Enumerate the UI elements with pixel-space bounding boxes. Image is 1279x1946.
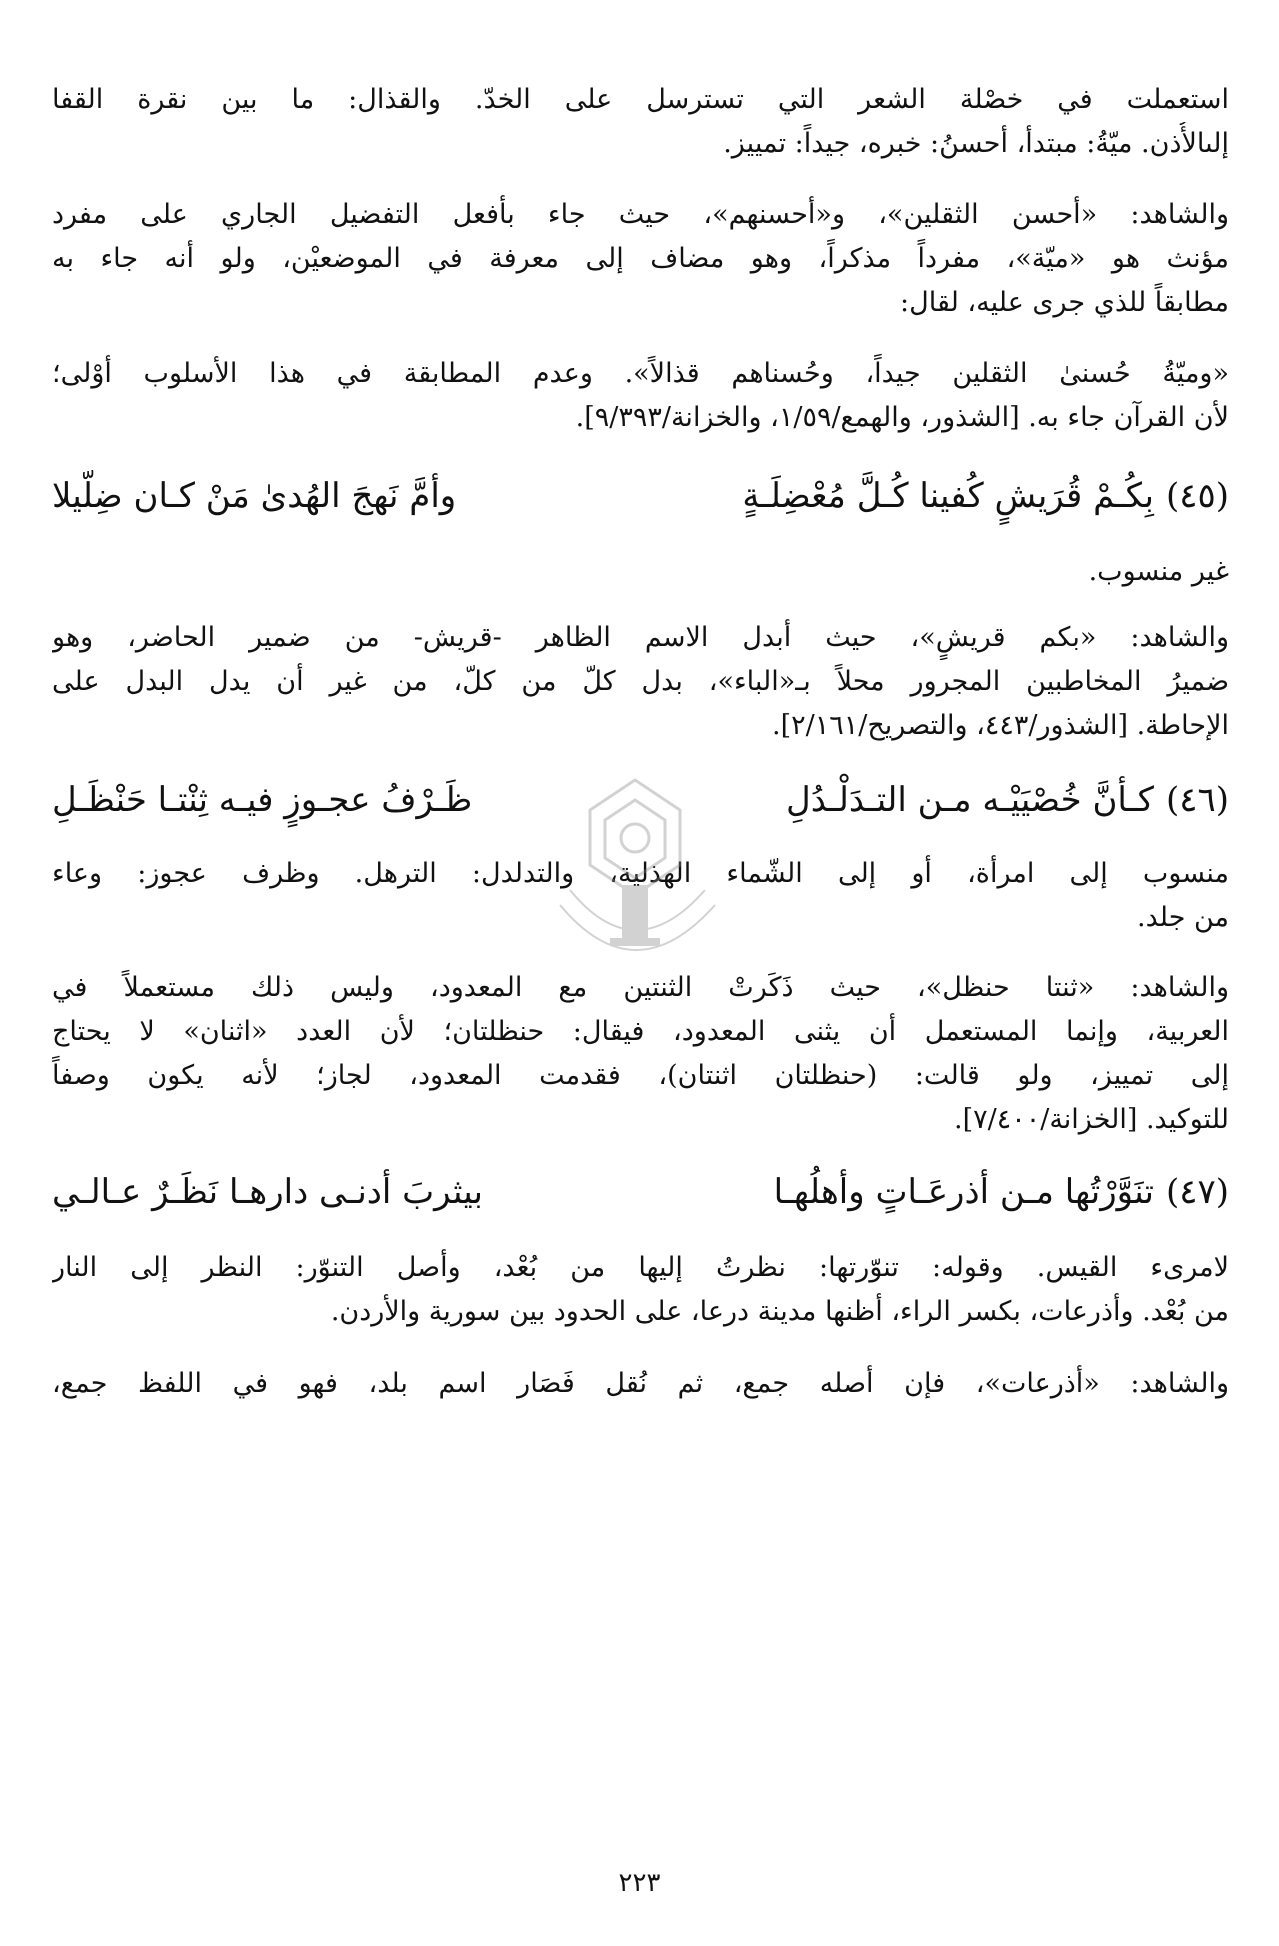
verse-second-hemistich: بيثربَ أدنـى دارهـا نَظَـرٌ عـالـي xyxy=(52,1172,483,1212)
text-line: «وميّةُ حُسنىٰ الثقلين جيداً، وحُسناهم قذالاً». وعدم المطابقة في هذا الأسلوب أوْلى؛ xyxy=(52,358,1229,389)
text-line: إلى تمييز، ولو قالت: (حنظلتان اثنتان)، فقدمت المعدود، لجاز؛ لأنه يكون وصفاً xyxy=(52,1060,1229,1091)
paragraph xyxy=(52,966,1229,1142)
verse-45 xyxy=(52,468,1229,524)
paragraph xyxy=(52,193,1229,325)
watermark-stamp xyxy=(530,770,740,990)
text-line: استعملت في خصْلة الشعر التي تسترسل على الخدّ. والقذال: ما بين نقرة القفا xyxy=(52,84,1229,115)
verse-number: (٤٥) xyxy=(1165,476,1229,516)
text-line: من بُعْد. وأذرعات، بكسر الراء، أظنها مدينة درعا، على الحدود بين سورية والأردن. xyxy=(330,1296,1229,1327)
text-line: مطابقاً للذي جرى عليه، لقال: xyxy=(900,287,1229,318)
text-line: لامرىء القيس. وقوله: تنوّرتها: نظرتُ إليها من بُعْد، وأصل التنوّر: النظر إلى النار xyxy=(52,1252,1229,1283)
text-line: للتوكيد. [الخزانة/٧/٤٠٠]. xyxy=(953,1104,1229,1135)
paragraph xyxy=(52,616,1229,748)
verse-first-hemistich: بِكُـمْ قُرَيشٍ كُفينا كُـلَّ مُعْضِلَـةٍ xyxy=(742,476,1154,516)
paragraph xyxy=(52,550,1229,594)
paragraph xyxy=(52,352,1229,440)
text-line: والشاهد: «بكم قريشٍ»، حيث أبدل الاسم الظاهر -قريش- من ضمير الحاضر، وهو xyxy=(52,622,1229,653)
verse-47 xyxy=(52,1164,1229,1220)
text-line: لأن القرآن جاء به. [الشذور، والهمع/١/٥٩، والخزانة/٩/٣٩٣]. xyxy=(575,402,1229,433)
text-line: والشاهد: «ثنتا حنظل»، حيث ذَكَرتْ الثنتين مع المعدود، وليس ذلك مستعملاً في xyxy=(52,972,1229,1003)
paragraph xyxy=(52,1362,1229,1406)
text-line: مؤنث هو «ميّة»، مفرداً مذكراً، وهو مضاف إلى معرفة في الموضعيْن، ولو أنه جاء به xyxy=(52,243,1229,274)
verse-first-hemistich: تنَوَّرْتُها مـن أذرعَـاتٍ وأهلُهـا xyxy=(773,1172,1154,1212)
text-line: إلىالأُذن. ميّةُ: مبتدأ، أحسنُ: خبره، جيداً: تمييز. xyxy=(723,128,1229,159)
text-line: والشاهد: «أحسن الثقلين»، و«أحسنهم»، حيث جاء بأفعل التفضيل الجاري على مفرد xyxy=(52,199,1229,230)
text-line: والشاهد: «أذرعات»، فإن أصله جمع، ثم نُقل فَصَار اسم بلد، فهو في اللفظ جمع، xyxy=(52,1368,1229,1399)
verse-second-hemistich: ظَـرْفُ عجـوزٍ فيـه ثِنْتـا حَنْظَـلِ xyxy=(52,780,473,820)
text-line: العربية، وإنما المستعمل أن يثنى المعدود، فيقال: حنظلتان؛ لأن العدد «اثنان» لا يحتاج xyxy=(52,1016,1229,1047)
text-line: ضميرُ المخاطبين المجرور محلاً بـ«الباء»، بدل كلّ من كلّ، من غير أن يدل البدل على xyxy=(52,666,1229,697)
verse-second-hemistich: وأمَّ نَهجَ الهُدىٰ مَنْ كـان ضِلّيلا xyxy=(52,476,457,516)
verse-number: (٤٧) xyxy=(1165,1172,1229,1212)
verse-number: (٤٦) xyxy=(1165,780,1229,820)
verse-first-hemistich: كـأنَّ خُصْيَيْـه مـن التـدَلْـدُلِ xyxy=(786,780,1154,820)
paragraph xyxy=(52,1246,1229,1334)
text-line: من جلد. xyxy=(1137,902,1229,933)
text-line: منسوب إلى امرأة، أو إلى الشّماء الهذلية، والتدلدل: الترهل. وظرف عجوز: وعاء xyxy=(52,858,1229,889)
text-line: الإحاطة. [الشذور/٤٤٣، والتصريح/٢/١٦١]. xyxy=(772,710,1229,741)
paragraph xyxy=(52,78,1229,166)
page-number: ٢٢٣ xyxy=(618,1868,661,1898)
text-line: غير منسوب. xyxy=(1088,556,1229,587)
